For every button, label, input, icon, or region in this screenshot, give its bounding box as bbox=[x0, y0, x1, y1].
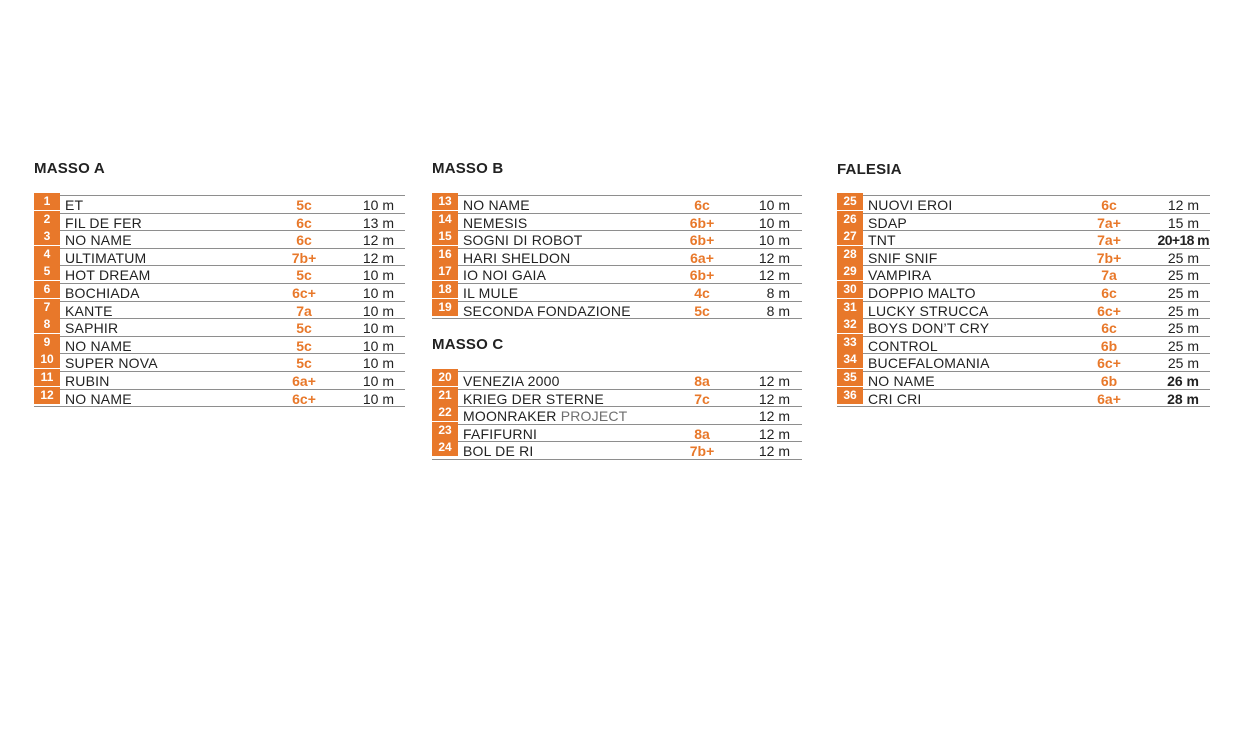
route-length: 8 m bbox=[766, 284, 790, 301]
route-name-text: NEMESIS bbox=[463, 214, 528, 231]
route-name bbox=[463, 215, 527, 231]
route-name-text: FAFIFURNI bbox=[463, 425, 538, 442]
route-number-badge: 14 bbox=[432, 211, 458, 228]
route-grade: 4c bbox=[694, 284, 710, 301]
route-name bbox=[463, 443, 534, 459]
route-name-text: IO NOI GAIA bbox=[463, 267, 547, 284]
route-name-text: NUOVI EROI bbox=[868, 197, 953, 213]
route-number-badge: 27 bbox=[837, 228, 863, 245]
route-row bbox=[432, 372, 802, 390]
route-row bbox=[432, 196, 802, 214]
route-name bbox=[65, 303, 113, 319]
route-name bbox=[65, 250, 146, 266]
route-length: 25 m bbox=[1167, 284, 1199, 301]
route-name-text: BOL DE RI bbox=[463, 443, 534, 460]
route-length: 8 m bbox=[766, 302, 790, 319]
route-name-text: NO NAME bbox=[463, 197, 530, 213]
route-grade: 6c+ bbox=[1097, 302, 1121, 319]
route-name bbox=[868, 250, 937, 266]
route-length: 12 m bbox=[758, 249, 790, 266]
route-name-text: SDAP bbox=[868, 214, 907, 231]
route-number-badge: 12 bbox=[34, 387, 60, 404]
route-number-badge: 21 bbox=[432, 387, 458, 404]
route-name bbox=[65, 267, 151, 283]
route-number-badge: 17 bbox=[432, 263, 458, 280]
route-number-badge: 24 bbox=[432, 439, 458, 456]
route-name-text: BOCHIADA bbox=[65, 284, 140, 301]
route-grade: 7b+ bbox=[689, 443, 715, 460]
route-number-badge: 10 bbox=[34, 351, 60, 368]
route-grade: 8a bbox=[694, 373, 710, 389]
route-name bbox=[868, 391, 922, 407]
route-number-badge: 35 bbox=[837, 369, 863, 386]
route-grade: 7b+ bbox=[1096, 249, 1122, 266]
route-row bbox=[432, 442, 802, 460]
route-number-badge: 26 bbox=[837, 211, 863, 228]
route-number-badge: 30 bbox=[837, 281, 863, 298]
route-name bbox=[868, 303, 989, 319]
route-length: 10 m bbox=[362, 284, 394, 301]
route-grade: 6c bbox=[296, 232, 312, 249]
route-length: 10 m bbox=[362, 302, 394, 319]
route-length: 10 m bbox=[362, 320, 394, 337]
route-row bbox=[34, 369, 405, 390]
route-length: 26 m bbox=[1167, 372, 1199, 389]
route-name-text: DOPPIO MALTO bbox=[868, 284, 976, 301]
route-row bbox=[837, 246, 1210, 267]
route-length: 10 m bbox=[362, 337, 394, 354]
route-name-text: CRI CRI bbox=[868, 390, 922, 407]
route-length: 12 m bbox=[362, 249, 394, 266]
route-name bbox=[463, 232, 582, 248]
route-number-badge: 1 bbox=[34, 193, 60, 210]
route-length: 12 m bbox=[758, 443, 790, 460]
route-length: 25 m bbox=[1167, 337, 1199, 354]
route-name bbox=[868, 338, 938, 354]
section-title: MASSO A bbox=[34, 160, 105, 177]
route-length: 10 m bbox=[758, 197, 790, 213]
route-name-text: MOONRAKER bbox=[463, 408, 557, 425]
route-number-badge: 7 bbox=[34, 299, 60, 316]
route-number-badge: 3 bbox=[34, 228, 60, 245]
route-number-badge: 8 bbox=[34, 316, 60, 333]
route-grade: 5c bbox=[296, 197, 312, 213]
route-length: 12 m bbox=[758, 408, 790, 425]
route-length: 10 m bbox=[362, 267, 394, 284]
route-row bbox=[432, 387, 802, 408]
route-row bbox=[837, 319, 1210, 337]
route-name-text: HARI SHELDON bbox=[463, 249, 571, 266]
route-number-badge: 5 bbox=[34, 263, 60, 280]
route-name bbox=[65, 391, 132, 407]
route-name-text: SOGNI DI ROBOT bbox=[463, 232, 583, 249]
route-name-text: KRIEG DER STERNE bbox=[463, 390, 604, 407]
route-row bbox=[34, 231, 405, 249]
route-number-badge: 23 bbox=[432, 422, 458, 439]
route-length: 15 m bbox=[1167, 214, 1199, 231]
route-name bbox=[65, 215, 142, 231]
route-name bbox=[463, 426, 537, 442]
route-number-badge: 31 bbox=[837, 299, 863, 316]
route-grade: 6c+ bbox=[292, 284, 316, 301]
route-grade: 5c bbox=[296, 267, 312, 284]
route-grade: 6c bbox=[296, 214, 312, 231]
route-name-text: NO NAME bbox=[65, 390, 132, 407]
route-row bbox=[432, 299, 802, 320]
route-row bbox=[34, 281, 405, 302]
route-number-badge: 25 bbox=[837, 193, 863, 210]
route-number-badge: 28 bbox=[837, 246, 863, 263]
route-row bbox=[34, 334, 405, 355]
route-name bbox=[65, 373, 110, 389]
route-grade: 6c bbox=[1101, 320, 1117, 337]
route-number-badge: 9 bbox=[34, 334, 60, 351]
route-row bbox=[34, 246, 405, 267]
route-name bbox=[65, 338, 132, 354]
route-table bbox=[837, 195, 1210, 407]
route-row bbox=[432, 281, 802, 302]
route-row bbox=[837, 299, 1210, 320]
route-length: 12 m bbox=[362, 232, 394, 249]
route-grade: 6b+ bbox=[689, 214, 715, 231]
route-name bbox=[463, 408, 627, 424]
route-table bbox=[34, 195, 405, 407]
route-grade: 5c bbox=[296, 320, 312, 337]
route-grade: 6b bbox=[1100, 337, 1118, 354]
route-name-text: VAMPIRA bbox=[868, 267, 932, 284]
route-name bbox=[868, 285, 976, 301]
route-row bbox=[837, 369, 1210, 390]
route-length: 20+18 m bbox=[1157, 232, 1209, 249]
route-row bbox=[837, 211, 1210, 232]
route-grade: 7b+ bbox=[291, 249, 317, 266]
route-name bbox=[868, 320, 989, 336]
route-number-badge: 11 bbox=[34, 369, 60, 386]
route-name bbox=[463, 373, 560, 389]
route-row bbox=[34, 319, 405, 337]
route-grade: 6b+ bbox=[689, 267, 715, 284]
route-grade: 6a+ bbox=[690, 249, 714, 266]
route-row bbox=[34, 266, 405, 284]
route-name bbox=[463, 250, 570, 266]
route-grade: 7c bbox=[694, 390, 710, 407]
route-grade: 5c bbox=[694, 302, 710, 319]
route-name-text: SNIF SNIF bbox=[868, 249, 938, 266]
route-grade: 6c bbox=[1101, 284, 1117, 301]
route-name-text: NO NAME bbox=[868, 372, 935, 389]
route-row bbox=[837, 354, 1210, 372]
route-name-text: IL MULE bbox=[463, 284, 519, 301]
route-grade: 6a+ bbox=[1097, 390, 1121, 407]
route-grade: 7a+ bbox=[1097, 232, 1121, 249]
route-grade: 7a+ bbox=[1097, 214, 1121, 231]
route-row bbox=[837, 387, 1210, 408]
route-grade: 5c bbox=[296, 337, 312, 354]
route-name bbox=[463, 267, 546, 283]
route-name bbox=[463, 285, 518, 301]
route-row bbox=[837, 266, 1210, 284]
route-length: 28 m bbox=[1167, 390, 1199, 407]
route-name-text: KANTE bbox=[65, 302, 113, 319]
route-row bbox=[432, 266, 802, 284]
section-title: FALESIA bbox=[837, 161, 902, 178]
route-length: 10 m bbox=[362, 372, 394, 389]
route-row bbox=[34, 211, 405, 232]
route-row bbox=[432, 211, 802, 232]
route-grade: 5c bbox=[296, 355, 312, 372]
route-grade: 6a+ bbox=[292, 372, 316, 389]
route-name bbox=[868, 197, 952, 213]
route-grade: 7a bbox=[1101, 267, 1117, 284]
route-length: 10 m bbox=[362, 355, 394, 372]
route-name-text: LUCKY STRUCCA bbox=[868, 302, 989, 319]
route-name-text: SAPHIR bbox=[65, 320, 119, 337]
route-length: 12 m bbox=[758, 390, 790, 407]
route-number-badge: 15 bbox=[432, 228, 458, 245]
route-length: 12 m bbox=[1167, 197, 1199, 213]
route-name-text: VENEZIA 2000 bbox=[463, 373, 560, 389]
route-name bbox=[65, 320, 118, 336]
route-number-badge: 6 bbox=[34, 281, 60, 298]
route-table bbox=[432, 371, 802, 460]
route-grade: 6c bbox=[694, 197, 710, 213]
route-number-badge: 33 bbox=[837, 334, 863, 351]
route-number-badge: 19 bbox=[432, 299, 458, 316]
route-name bbox=[868, 215, 907, 231]
route-length: 10 m bbox=[758, 214, 790, 231]
route-name bbox=[463, 303, 631, 319]
route-name-text: FIL DE FER bbox=[65, 214, 142, 231]
route-name-text: ULTIMATUM bbox=[65, 249, 147, 266]
route-length: 12 m bbox=[758, 425, 790, 442]
route-table bbox=[432, 195, 802, 319]
route-grade: 6c bbox=[1101, 197, 1117, 213]
route-length: 10 m bbox=[758, 232, 790, 249]
route-number-badge: 29 bbox=[837, 263, 863, 280]
route-length: 25 m bbox=[1167, 355, 1199, 372]
route-number-badge: 2 bbox=[34, 211, 60, 228]
route-number-badge: 32 bbox=[837, 316, 863, 333]
route-name-text: NO NAME bbox=[65, 337, 132, 354]
route-row bbox=[432, 231, 802, 249]
route-name-text: SUPER NOVA bbox=[65, 355, 158, 372]
section-title: MASSO C bbox=[432, 336, 504, 353]
route-name bbox=[65, 355, 158, 371]
route-length: 25 m bbox=[1167, 320, 1199, 337]
route-length: 25 m bbox=[1167, 249, 1199, 266]
route-row bbox=[837, 231, 1210, 249]
route-row bbox=[432, 422, 802, 443]
route-name bbox=[65, 232, 132, 248]
route-grade: 7a bbox=[296, 302, 312, 319]
route-length: 13 m bbox=[362, 214, 394, 231]
route-row bbox=[837, 334, 1210, 355]
route-grade: 6c+ bbox=[292, 390, 316, 407]
route-name bbox=[868, 355, 990, 371]
route-row bbox=[432, 246, 802, 267]
route-number-badge: 20 bbox=[432, 369, 458, 386]
route-number-badge: 36 bbox=[837, 387, 863, 404]
route-row bbox=[837, 196, 1210, 214]
route-name-text: ET bbox=[65, 197, 84, 213]
route-name-text: CONTROL bbox=[868, 337, 938, 354]
route-length: 10 m bbox=[362, 390, 394, 407]
route-grade: 6c+ bbox=[1097, 355, 1121, 372]
route-name-text: HOT DREAM bbox=[65, 267, 151, 284]
route-name bbox=[65, 197, 83, 213]
route-name-text: BUCEFALOMANIA bbox=[868, 355, 990, 372]
route-number-badge: 34 bbox=[837, 351, 863, 368]
route-number-badge: 18 bbox=[432, 281, 458, 298]
route-name bbox=[868, 232, 896, 248]
route-name-text: NO NAME bbox=[65, 232, 132, 249]
route-row bbox=[837, 281, 1210, 302]
route-name-text: RUBIN bbox=[65, 372, 110, 389]
route-name bbox=[463, 197, 530, 213]
route-name-text: SECONDA FONDAZIONE bbox=[463, 302, 631, 319]
route-grade: 6b bbox=[1100, 372, 1118, 389]
route-row bbox=[432, 407, 802, 425]
route-name-text: BOYS DON’T CRY bbox=[868, 320, 990, 337]
route-name bbox=[65, 285, 140, 301]
route-name-extra: PROJECT bbox=[560, 408, 628, 425]
route-name bbox=[463, 391, 604, 407]
route-length: 12 m bbox=[758, 267, 790, 284]
section-title: MASSO B bbox=[432, 160, 504, 177]
route-number-badge: 13 bbox=[432, 193, 458, 210]
route-name bbox=[868, 373, 935, 389]
route-name bbox=[868, 267, 931, 283]
route-length: 25 m bbox=[1167, 267, 1199, 284]
route-row bbox=[34, 196, 405, 214]
route-row bbox=[34, 354, 405, 372]
route-grade: 6b+ bbox=[689, 232, 715, 249]
route-length: 12 m bbox=[758, 373, 790, 389]
route-length: 10 m bbox=[362, 197, 394, 213]
route-number-badge: 16 bbox=[432, 246, 458, 263]
route-row bbox=[34, 299, 405, 320]
route-grade: 8a bbox=[694, 425, 710, 442]
route-name-text: TNT bbox=[868, 232, 896, 249]
route-row bbox=[34, 387, 405, 408]
route-number-badge: 4 bbox=[34, 246, 60, 263]
route-number-badge: 22 bbox=[432, 404, 458, 421]
route-length: 25 m bbox=[1167, 302, 1199, 319]
